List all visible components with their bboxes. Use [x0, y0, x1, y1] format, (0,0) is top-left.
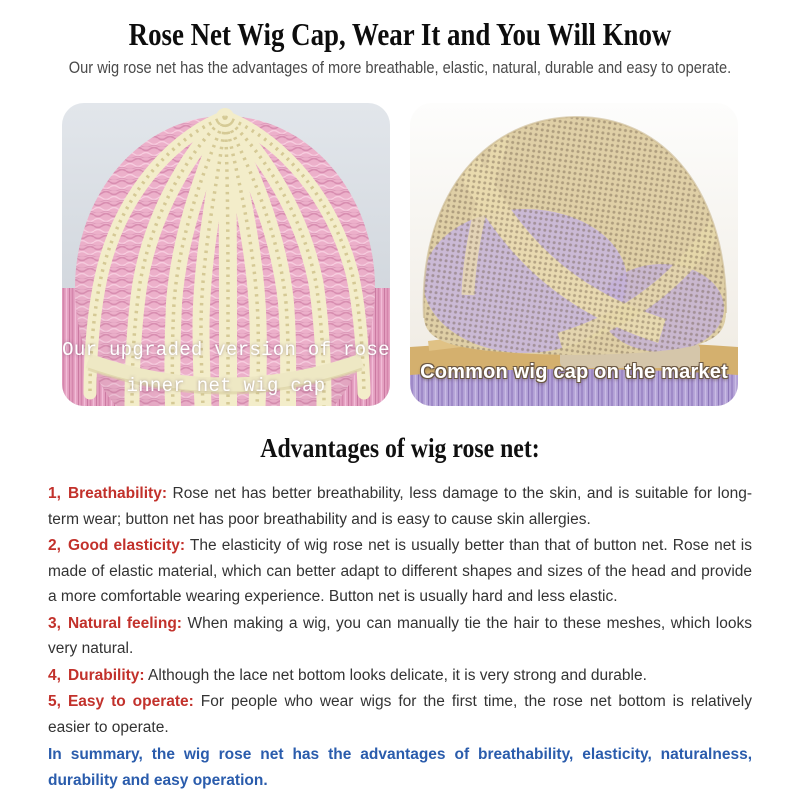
item-lead [48, 537, 185, 554]
item-number: 3, [48, 614, 61, 632]
advantage-item [48, 611, 752, 662]
rose-net-caption-line1: Our upgraded version of rose [62, 339, 390, 361]
photo-comparison [62, 103, 738, 406]
page-subtitle: Our wig rose net has the advantages of more breathable, elastic, natural, durable and easy to operate. [68, 58, 732, 77]
summary-text: In summary, the wig rose net has the advantages of breathability, elasticity, naturalness, durability and easy operation. [48, 746, 752, 789]
item-label: Natural feeling: [67, 614, 182, 632]
item-label: Breathability: [67, 485, 167, 502]
common-cap-caption: Common wig cap on the market [420, 361, 728, 383]
item-lead [48, 485, 167, 502]
rose-net-caption-line2: inner net wig cap [126, 375, 326, 397]
item-number: 5, [48, 693, 61, 710]
advantages-list [48, 481, 752, 793]
page-title: Rose Net Wig Cap, Wear It and You Will Know [128, 16, 672, 52]
item-text: The elasticity of wig rose net is usually better than that of button net. Rose net is made of elastic material, which can better adapt to different shapes and sizes of the head and provide a more comfortable wearing experience. Button net is usually hard and less elastic. [48, 537, 752, 605]
item-label: Durability: [67, 666, 145, 684]
item-text: For people who wear wigs for the first time, the rose net bottom is relatively easier to operate. [48, 693, 752, 736]
item-text: When making a wig, you can manually tie the hair to these meshes, which looks very natural. [48, 614, 752, 657]
item-text: Rose net has better breathability, less damage to the skin, and is suitable for long-term wear; button net has poor breathability and is easy to cause skin allergies. [48, 485, 752, 528]
item-lead [48, 615, 182, 632]
common-cap-photo [410, 103, 738, 406]
advantages-heading: Advantages of wig rose net: [260, 433, 540, 463]
advantage-item [48, 533, 752, 610]
item-number: 1, [48, 485, 61, 502]
item-lead [48, 667, 145, 684]
item-number: 2, [48, 537, 61, 554]
advantage-item [48, 481, 752, 532]
item-text: Although the lace net bottom looks delicate, it is very strong and durable. [148, 666, 647, 684]
item-lead [48, 693, 194, 710]
item-label: Easy to operate: [67, 693, 194, 710]
item-number: 4, [48, 666, 61, 684]
advantage-item [48, 689, 752, 740]
item-label: Good elasticity: [67, 537, 186, 554]
advantage-item [48, 663, 752, 689]
rose-net-photo [62, 103, 390, 406]
